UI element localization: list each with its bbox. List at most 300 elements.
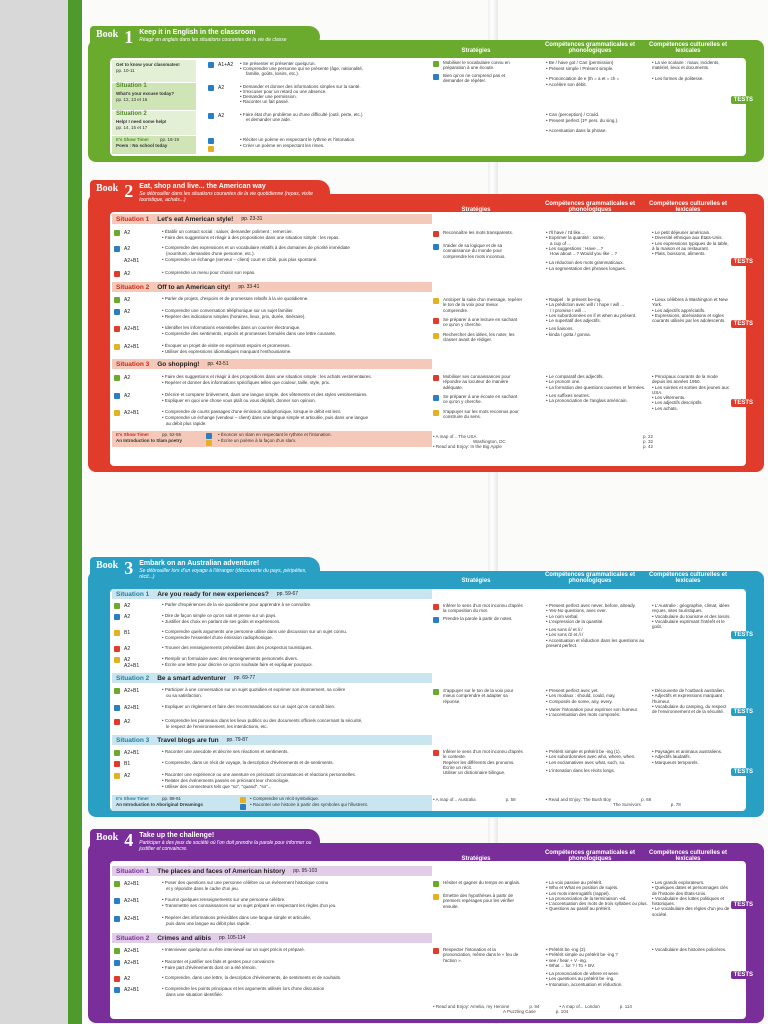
goal-line: • Raconter une expérience ou une aventure en précisant circonstances et réactions personnelles.: [162, 772, 356, 777]
situation-pages: pp. 95-103: [293, 868, 318, 874]
book-label: Book: [96, 832, 119, 843]
goal-line: • Fournir quelques renseignements sur une personne célèbre.: [162, 897, 286, 902]
book2-cult-s1: [652, 230, 732, 256]
book2-comp-s1: [546, 230, 648, 271]
page-bottom: [68, 545, 768, 1024]
book-number: 1: [124, 27, 134, 47]
book2-strat5: Rechercher des idées, les noter, les classer avant de rédiger.: [443, 332, 515, 343]
book1-comp2: • Présent simple / Présent simple.: [546, 66, 614, 71]
listen-icon: [433, 689, 439, 695]
read-icon: [114, 761, 120, 767]
speak-icon: [433, 948, 439, 954]
cult-line: • Plats, boissons, aliments.: [652, 251, 706, 257]
row-subtitle: Help! I need some help!: [116, 119, 167, 124]
book3-strat-s3: [443, 749, 523, 775]
speak-icon: [114, 688, 120, 694]
col-cult: Compétences culturelles et lexicales: [648, 850, 728, 862]
comp-line: • Les exclamatives avec what, such, so.: [546, 759, 626, 765]
situation-label: Situation 1: [116, 590, 150, 598]
book1-comp4: • Accélère son débit.: [546, 82, 587, 87]
book2-cult-s2: [652, 297, 732, 323]
comp-line: • Intonation, accentuation et réduction.: [546, 981, 623, 987]
book2-strat6: Mobiliser ses connaissances pour répondre au locuteur de manière adéquate.: [443, 374, 511, 390]
goal-line: • Raconter une histoire à partir des symboles qui l'illustrent.: [250, 802, 368, 807]
book3-cult-s3: [652, 749, 732, 765]
write-icon: [208, 146, 214, 152]
level: A2: [124, 230, 131, 236]
goal-line: • Comprendre les points principaux et les arguments utilisés lors d'une discussion: [162, 986, 325, 991]
comp-line: • Les sons /ɪ/ et /iː/: [546, 632, 584, 638]
goal-line: • Expliquer en quoi une chose vous plaît ou vous déplaît, donner son opinion.: [162, 398, 316, 403]
level: A2: [218, 85, 225, 91]
row-title: Situation 2: [116, 111, 147, 117]
book-subtitle: Se débrouiller dans les situations courantes de la vie quotidienne (repas, visite touristique, achats...): [139, 191, 313, 203]
tests-button[interactable]: TESTS: [731, 901, 756, 909]
comp-line: • Les sons /i/ et /iː/: [546, 627, 583, 633]
col-comp: Compétences grammaticales et phonologiques: [544, 42, 636, 54]
book-title: Keep it in English in the classroom: [139, 29, 256, 36]
book-title: Embark on an Australian adventure!: [139, 560, 260, 567]
cult-line: • Le vocabulaire des règles d'un jeu de société.: [652, 906, 730, 917]
cult-line: • Les achats.: [652, 405, 678, 411]
foot-item: Washington, DC: [473, 439, 506, 444]
book2-sit2-header: [112, 282, 432, 292]
comp-line: • Rappel : le présent be-ing.: [546, 297, 602, 302]
goal-line: • Parler de projets, d'espoirs et de promesses relatifs à la vie quotidienne.: [162, 296, 309, 301]
read-icon: [240, 797, 246, 803]
read-icon: [114, 646, 120, 652]
situation-title: Off to an American city!: [157, 283, 231, 291]
comp-line: • La prédiction avec will / I hope I will ...: [546, 302, 625, 308]
listen-icon: [433, 395, 439, 401]
speak-icon: [114, 603, 120, 609]
goal-line: • Identifier les informations essentielles dans un courrier électronique.: [162, 325, 301, 330]
goal-line: • Écrire un poème à la façon d'un slam.: [218, 438, 297, 443]
read-icon: [114, 271, 120, 277]
situation-label: Situation 3: [116, 736, 150, 744]
book-number: 3: [124, 558, 134, 578]
book4-footer: [433, 1004, 733, 1014]
row-title: Get to know your classmates!: [116, 62, 180, 67]
situation-title: Be a smart adventurer: [157, 674, 226, 682]
goal-line: • Remplir un formulaire avec des renseignements personnels divers.: [162, 656, 299, 661]
write-icon: [114, 410, 120, 416]
comp-line: • La formation des questions ouvertes et fermées.: [546, 384, 646, 390]
goal-line: • Utiliser des expressions idiomatiques marquant l'enthousiasme.: [162, 349, 292, 354]
tests-button[interactable]: TESTS: [731, 971, 756, 979]
goal-line: • Faire des suggestions et réagir à des propositions dans une situation simple : les achats vestimentaires.: [162, 374, 372, 379]
speak-icon: [433, 881, 439, 887]
situation-title: Let's eat American style!: [157, 215, 234, 223]
book1-comp3: • Prononciation de e (th = a et = ch =: [546, 76, 620, 81]
cult-line: • Vocabulaire du tourisme et des loisirs.: [652, 613, 731, 619]
goal-line: • Décrire et comparer brièvement, dans une langue simple, des vêtements et des styles vestimentaires.: [162, 392, 368, 397]
read-icon: [114, 326, 120, 332]
book2-footer: [433, 434, 653, 449]
goal-line: dans une situation identifiée.: [166, 992, 224, 997]
comp-line: • La réduction des mots grammaticaux.: [546, 260, 624, 266]
situation-label: Situation 1: [116, 215, 150, 223]
situation-title: Travel blogs are fun: [157, 736, 219, 744]
col-comp: Compétences grammaticales et phonologiques: [544, 201, 636, 213]
goal-line: • S'excuser pour un retard ou une absence.: [240, 89, 327, 94]
goal-line: • Comprendre les panneaux dans les lieux publics ou des documents officiels concernant la sécurité,: [162, 718, 363, 723]
goal-line: • Dire de façon simple ce qu'on sait et pense sur un pays.: [162, 613, 277, 618]
speak-icon: [114, 960, 120, 966]
speak-icon: [240, 804, 246, 810]
goal-line: • Comprendre un échange (serveur – client) court et ciblé, puis plus spontané.: [162, 257, 318, 262]
speak-icon: [208, 138, 214, 144]
book2-strat4: Se préparer à une lecture en sachant ce qu'on y cherche.: [443, 317, 518, 328]
comp-line: • kinda / gotta / gonna.: [546, 331, 591, 337]
book3-comp-s3: [546, 749, 648, 773]
goal-line: au débit plus rapide.: [166, 421, 207, 426]
book2-cult-s3: [652, 374, 732, 411]
cult-line: • Vocabulaire du camping, du respect de l'environnement et de la sécurité.: [652, 703, 727, 715]
strat-line: Inférer le sens d'un mot inconnu d'après le contexte.: [443, 749, 523, 760]
goal-line: ou sa satisfaction.: [166, 693, 203, 698]
goal-line: famille, goûts, loisirs, etc.).: [246, 71, 300, 76]
book4-comp-s1: [546, 880, 648, 912]
show-subtitle: An Introduction to Aboriginal Dreamings: [116, 802, 203, 807]
col-cult: Compétences culturelles et lexicales: [648, 201, 728, 213]
book4-tab: [90, 829, 320, 855]
comp-line: • Le comparatif des adjectifs.: [546, 374, 604, 379]
listen-icon: [114, 916, 120, 922]
cult-line: • Vocabulaire exprimant l'intérêt et le goût.: [652, 618, 725, 630]
goal-line: • Réciter un poème en respectant le rythme et l'intonation.: [240, 137, 356, 142]
goal-line: • Créer un poème en respectant les rimes.: [240, 143, 325, 148]
level: A2+B1: [124, 688, 140, 694]
read-icon: [433, 231, 439, 237]
book1-comp7: • Accentuation dans la phrase.: [546, 128, 607, 133]
situation-pages: pp. 23-31: [241, 216, 263, 222]
comp-line: • Accentuation et réduction dans les questions au present perfect.: [546, 637, 645, 649]
goal-line: • Comprendre des sentiments, espoirs et promesses formulés dans une lettre courante.: [162, 331, 337, 336]
col-strat: Stratégies: [461, 856, 491, 862]
book3-sit3-header: [112, 735, 432, 745]
comp-line: • Prétérit simple et prétérit be -ing (1).: [546, 749, 621, 754]
speak-icon: [114, 898, 120, 904]
row-pages: pp. 12, 13 et 16: [116, 97, 148, 102]
situation-label: Situation 2: [116, 934, 150, 942]
comp-line: • Le superlatif des adjectifs.: [546, 318, 601, 324]
level: A2: [124, 773, 131, 779]
comp-line: • Varier l'intonation pour exprimer son humeur.: [546, 706, 639, 712]
situation-pages: pp. 79-87: [226, 737, 248, 743]
book4-cult-s2: [652, 947, 732, 952]
comp-line: • L'accentuation des mots de trois syllabes ou plus.: [546, 901, 648, 907]
goal-line: • Comprendre l'essentiel d'une émission radiophonique.: [162, 635, 273, 640]
level: A2: [124, 297, 131, 303]
cult-line: • Quelques dates et personnages clés de l'histoire des États-Unis.: [652, 885, 728, 896]
cult-line: • Le petit déjeuner américain.: [652, 230, 711, 235]
speak-icon: [114, 750, 120, 756]
listen-icon: [433, 298, 439, 304]
level: A2+B1: [124, 410, 140, 416]
level: A2: [124, 246, 131, 252]
show-pages: pp. 52-55: [162, 432, 182, 437]
situation-title: The places and faces of American history: [157, 867, 286, 875]
goal-line: (nourriture, demandes d'une personne, etc.).: [166, 251, 255, 256]
tests-button[interactable]: TESTS: [731, 258, 756, 266]
book1-comp5: • Can (perception) / Could.: [546, 112, 600, 117]
situation-title: Are you ready for new experiences?: [157, 590, 269, 598]
book2-showtime: [112, 431, 432, 447]
goal-line: • Raconter un fait passé.: [240, 99, 290, 104]
foot-item: • A map of... The USA: [433, 434, 477, 439]
goal-line: • Relater des événements passés en précisant leur chronologie.: [162, 778, 290, 783]
book-number: 4: [124, 830, 134, 850]
col-strat: Stratégies: [461, 578, 491, 584]
comp-line: • L'intonation dans les récits longs.: [546, 767, 615, 773]
level: A2+B1: [124, 326, 140, 332]
comp-line: • L'accentuation des mots composés.: [546, 712, 621, 718]
comp-line: • Le nom verbal.: [546, 613, 579, 619]
goal-line: • Parler d'expériences de la vie quotidienne pour apprendre à se connaître.: [162, 602, 312, 607]
speak-icon: [114, 948, 120, 954]
cult-line: • Adjectifs et expressions marquant l'humeur.: [652, 693, 723, 704]
book3-showtime: [112, 795, 432, 811]
comp-line: • Les subordonnées avec who, where, when.: [546, 754, 636, 760]
goal-line: • Poser des questions sur une personne célèbre ou un événement historique connu: [162, 880, 329, 885]
tests-button[interactable]: TESTS: [731, 631, 756, 639]
goal-line: • Faire état d'un problème ou d'une difficulté (outil, perte, etc.): [240, 112, 363, 117]
level: A2+B1: [124, 750, 140, 756]
level: A1+A2: [218, 62, 234, 68]
goal-line: • Repérer des indications simples (horaires, lieux, prix, durée, itinéraire).: [162, 314, 306, 319]
level: A2: [124, 976, 131, 982]
comp-line: • Yes-No questions, avec ever.: [546, 608, 607, 614]
goal-line: • Comprendre de courts passages d'une émission radiophonique, lorsque le débit est lent.: [162, 409, 342, 414]
level: A2: [124, 603, 131, 609]
book3-cult-s2: [652, 688, 732, 714]
goal-line: • Justifier des choix en parlant de ses goûts et expériences.: [162, 619, 281, 624]
book4-cult-s1: [652, 880, 732, 917]
book1-tab: [90, 26, 320, 48]
comp-line: • Prétérit simple ou prétérit be -ing ?: [546, 952, 618, 958]
book3-sit1-header: [112, 589, 432, 599]
goal-line: • Comprendre, dans un récit de voyage, la description d'événements et de sentiments.: [162, 760, 334, 765]
book1-cult2: • Les formes de politesse.: [652, 76, 704, 81]
cult-line: • Les vêtements.: [652, 395, 686, 401]
tests-button[interactable]: TESTS: [731, 768, 756, 776]
row-title: Situation 1: [116, 83, 147, 89]
level: A2: [218, 113, 225, 119]
foot-page: p. 78: [670, 802, 681, 807]
book-subtitle: Réagir en anglais dans les situations courantes de la vie de classe: [139, 37, 287, 43]
read-icon: [433, 894, 439, 900]
strat-line: Repérer les différents des pronoms.: [443, 759, 515, 765]
comp-line: • Who et What en position de sujets.: [546, 885, 619, 891]
comp-line: How about ...? Would you like ...?: [550, 251, 617, 257]
situation-pages: pp. 43-51: [207, 361, 229, 367]
comp-line: • I'll have / I'd like...: [546, 230, 585, 235]
level: A2+B1: [124, 960, 140, 966]
book2-strat2: S'aider de sa logique et de sa connaissance du monde pour comprendre les mots inconnus.: [443, 243, 506, 259]
row-title: It's Show Time!: [116, 137, 149, 142]
comp-line: • Les suggestions : Have ...?: [546, 245, 604, 251]
goal-line: • Interviewer quelqu'un ou être interviewé sur un sujet précis et préparé.: [162, 947, 306, 952]
book3-comp-s1: [546, 603, 648, 648]
book2-sit3-header: [112, 359, 432, 369]
cult-line: • Adjectifs laudatifs.: [652, 754, 691, 760]
foot-item: • Read and Enjoy: Amelia, my Heroine: [433, 1004, 510, 1009]
speak-icon: [114, 705, 120, 711]
book3-footer: [433, 797, 733, 807]
book1-strat2: Bien qu'on ne comprend pas et demander de répéter.: [443, 73, 506, 84]
goal-line: • Comprendre, dans une lettre, la description d'événements, de sentiments et de souhaits.: [162, 975, 342, 980]
tests-button[interactable]: TESTS: [731, 96, 756, 104]
comp-line: • see / hear + V -ing.: [546, 957, 587, 963]
book2-strat3: Anticiper la suite d'un message, repérer le ton de la voix pour mieux comprendre.: [443, 297, 523, 313]
book2-strat8: S'appuyer sur les mots reconnus pour construire du sens.: [443, 409, 519, 420]
show-subtitle: An Introduction to Slam poetry: [116, 438, 182, 443]
goal-line: • Se présenter et présenter quelqu'un.: [240, 61, 316, 66]
foot-item: • Read and Enjoy: In the Big Apple: [433, 444, 502, 449]
cult-line: • Vocabulaire des luttes politiques et historiques.: [652, 895, 725, 907]
col-cult: Compétences culturelles et lexicales: [648, 572, 728, 584]
foot-item: • A map of... London: [559, 1004, 600, 1009]
foot-page: p. 104: [555, 1009, 569, 1014]
level: A2+B1: [124, 881, 140, 887]
goal-line: • Énoncer un slam en respectant le rythme et l'intonation.: [218, 432, 332, 437]
tests-button[interactable]: TESTS: [731, 399, 756, 407]
speak-icon: [114, 881, 120, 887]
speak-icon: [114, 230, 120, 236]
show-title: It's Show Time!: [116, 796, 149, 801]
strat-line: Utiliser un dictionnaire bilingue.: [443, 770, 506, 776]
foot-page: p. 42: [642, 444, 653, 449]
page-top: [68, 0, 768, 545]
goal-line: • Faire part d'événements dont on a été témoin.: [162, 965, 257, 970]
goal-line: • Comprendre une personne qui se présente (âge, nationalité,: [240, 66, 364, 71]
book3-tab: [90, 557, 320, 583]
goal-line: • Comprendre quels arguments une personne utilise dans une discussion sur un sujet connu.: [162, 629, 348, 634]
speak-icon: [114, 375, 120, 381]
comp-line: • Exprimer la quantité : some,: [546, 235, 605, 241]
cult-line: • Diversité ethnique aux États-Unis.: [652, 235, 723, 241]
book-label: Book: [96, 183, 119, 194]
book3-strat2: Prendre la parole à partir de notes.: [443, 616, 513, 621]
level: A2: [124, 657, 131, 663]
cult-line: • Principaux courants de la mode depuis les années 1950.: [652, 374, 718, 385]
level: A2: [124, 614, 131, 620]
level: A2: [124, 375, 131, 381]
level: A2+B1: [124, 663, 140, 669]
comp-line: • La prononciation de l'anglais américain.: [546, 398, 628, 404]
goal-line: • Comprendre des expressions et un vocabulaire relatifs à des domaines de priorité immédiate: [162, 245, 350, 250]
comp-line: • Prétérit be -ing (2).: [546, 947, 587, 952]
cult-line: • Lieux célèbres à Washington et New York.: [652, 297, 728, 308]
level: A2+B1: [124, 898, 140, 904]
cult-line: • Marqueurs temporels.: [652, 759, 699, 765]
level: A2+B1: [124, 258, 140, 264]
comp-line: • Present perfect avec yet.: [546, 688, 599, 693]
foot-page: p. 114: [619, 1004, 632, 1009]
foot-item: The Survivors: [613, 802, 641, 807]
cult-line: • Vocabulaire des histoires policières.: [652, 947, 727, 952]
situation-pages: pp. 69-77: [233, 675, 256, 681]
write-icon: [433, 333, 439, 339]
book1-row4: [112, 136, 692, 154]
situation-pages: pp. 59-67: [276, 591, 299, 597]
speak-icon: [433, 617, 439, 623]
goal-line: puis dans une langue au débit plus rapide.: [166, 921, 251, 926]
col-comp: Compétences grammaticales et phonologiques: [544, 850, 636, 862]
book2-sit1-header: [112, 214, 432, 224]
write-icon: [114, 344, 120, 350]
book-label: Book: [96, 29, 119, 40]
book-title: Take up the challenge!: [139, 832, 215, 839]
tests-button[interactable]: TESTS: [731, 320, 756, 328]
level: B1: [124, 761, 131, 767]
comp-line: • Composés de some, any, every.: [546, 698, 613, 704]
book-number: 2: [124, 181, 134, 201]
goal-line: • Repérer des informations prévisibles dans une langue simple et articulée,: [162, 915, 312, 920]
comp-line: • La prononciation de la terminaison -ed.: [546, 895, 627, 901]
cult-line: • Les soirées et sorties des jeunes aux USA.: [652, 384, 729, 395]
strategy-icon: [433, 74, 439, 80]
goal-line: • Écrire une lettre pour décrire ce qu'on souhaite faire et expliquer pourquoi.: [162, 662, 313, 667]
level: A2+B1: [124, 948, 140, 954]
book4-sit1-header: [112, 866, 432, 876]
read-icon: [114, 976, 120, 982]
book4-strat1: Hésiter et gagner du temps en anglais.: [443, 880, 521, 885]
speak-icon: [208, 85, 214, 91]
listen-icon: [114, 393, 120, 399]
row-pages: pp. 14, 15 et 17: [116, 125, 148, 130]
situation-label: Situation 1: [116, 867, 150, 875]
book2-strat7: Se préparer à une écoute en sachant ce qu'on y cherche.: [443, 394, 518, 405]
goal-line: et demander une aide.: [246, 117, 292, 122]
level: A2: [124, 646, 131, 652]
book4-strat2: Émettre des hypothèses à partir de premiers repérages pour les vérifier ensuite.: [443, 893, 515, 909]
situation-label: Situation 3: [116, 360, 150, 368]
book-label: Book: [96, 560, 119, 571]
book2-comp-s2: [546, 297, 648, 337]
foot-page: p. 94: [529, 1004, 540, 1009]
situation-label: Situation 2: [116, 674, 150, 682]
comp-line: • Present perfect avec never, before, already.: [546, 603, 636, 608]
goal-line: • Expliquer un règlement et faire des recommandations sur un sujet qu'on connaît bien.: [162, 704, 336, 709]
read-icon: [433, 410, 439, 416]
listen-icon: [114, 309, 120, 315]
level: A2+B1: [124, 916, 140, 922]
comp-line: • La segmentation des phrases longues.: [546, 265, 627, 271]
col-cult: Compétences culturelles et lexicales: [648, 42, 728, 54]
cult-line: • Les adjectifs descriptifs.: [652, 400, 703, 406]
goal-line: • Raconter et justifier ses faits et gestes pour convaincre.: [162, 959, 276, 964]
comp-line: • Questions au passif au prétérit.: [546, 906, 612, 912]
listen-icon: [433, 244, 439, 250]
tests-button[interactable]: TESTS: [731, 708, 756, 716]
level: B1: [124, 630, 131, 636]
foot-page: p. 58: [505, 797, 516, 802]
goal-line: • Raconter une anecdote et décrire ses réactions et sentiments.: [162, 749, 289, 754]
foot-item: A Puzzling Case: [503, 1009, 536, 1014]
book-subtitle: Se débrouiller lors d'un voyage à l'étranger (découverte du pays, péripéties, récit...): [139, 568, 307, 580]
level: A2+B1: [124, 987, 140, 993]
cult-line: • Découverte de l'outback australien.: [652, 688, 725, 693]
level: A2: [124, 309, 131, 315]
situation-pages: pp. 33-41: [238, 284, 260, 290]
row-pages: pp. 18-19: [160, 137, 180, 142]
cult-line: • Les adjectifs appréciatifs.: [652, 307, 706, 313]
cult-line: • Expressions, abréviations et sigles courants utilisés par les adolescents.: [652, 312, 726, 324]
col-comp: Compétences grammaticales et phonologiques: [544, 572, 636, 584]
book3-cult-s1: [652, 603, 732, 629]
